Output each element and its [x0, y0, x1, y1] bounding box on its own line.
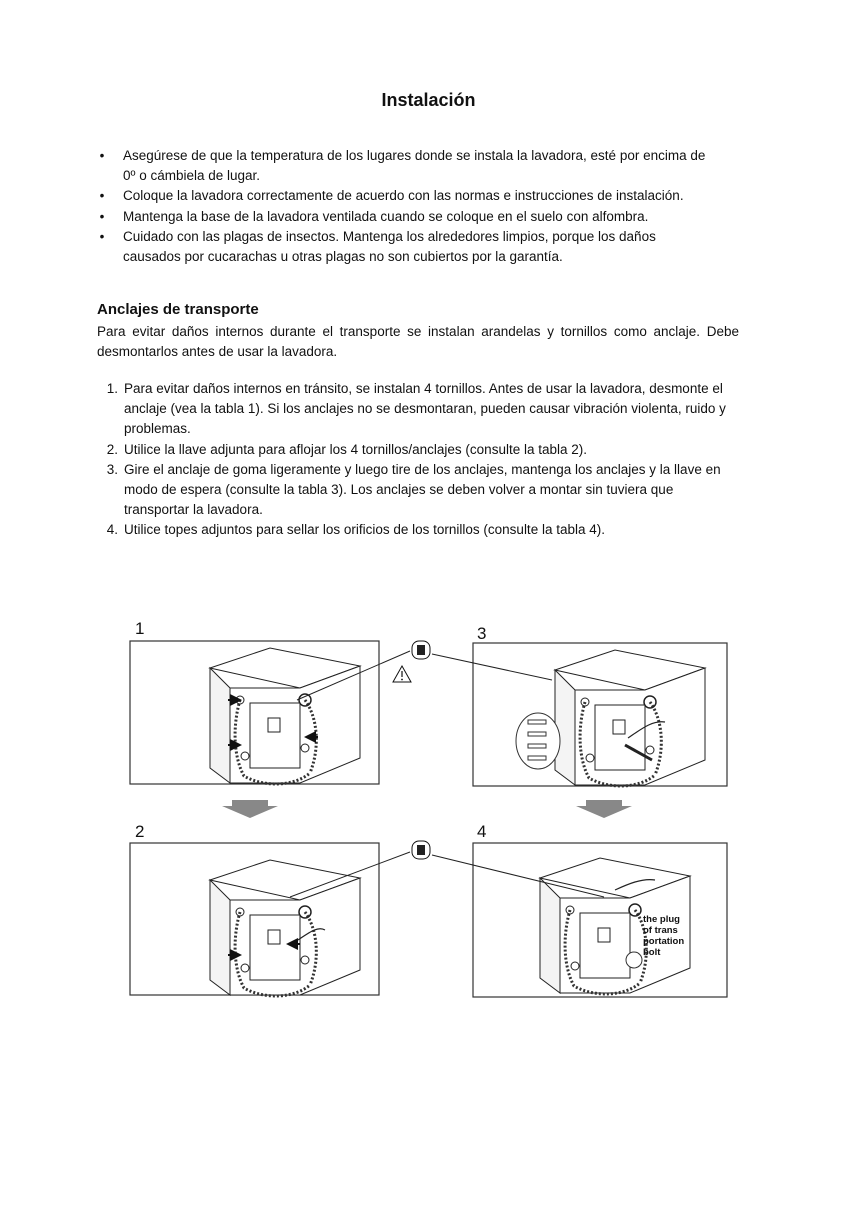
transport-bolt-icon — [412, 841, 430, 859]
bullet-item: • Coloque la lavadora correctamente de acuerdo con las normas e instrucciones de instalación. — [97, 186, 717, 206]
down-arrow-icon — [576, 800, 632, 818]
bullet-icon: • — [99, 148, 105, 163]
washer-illustration — [210, 648, 360, 784]
washer-illustration — [210, 860, 360, 996]
transport-bolt-icon — [412, 641, 430, 659]
bullet-icon: • — [99, 208, 105, 224]
bullet-item: • Cuidado con las plagas de insectos. Mantenga los alrededores limpios, porque los daños causados por cucarachas u otras plagas no son cubiertos por la garantía. — [97, 227, 717, 267]
step-number: 2. — [106, 441, 118, 457]
plug-icon — [626, 952, 642, 968]
step-number: 4. — [106, 522, 118, 538]
bullet-icon: • — [99, 228, 105, 244]
page-title: Instalación — [381, 90, 476, 110]
section-intro: Para evitar daños internos durante el transporte se instalan arandelas y tornillos como anclaje. Debe desmontarlos antes de usar la lavadora. — [97, 324, 739, 360]
panel-number: 2 — [135, 822, 145, 841]
bullet-icon: • — [99, 188, 105, 204]
panel-number: 3 — [477, 624, 487, 643]
panel-number: 4 — [477, 822, 487, 841]
warning-icon — [393, 666, 411, 682]
plug-callout: the plug of trans portation bolt — [643, 914, 685, 958]
section-title: Anclajes de transporte — [97, 301, 259, 318]
step-text: Utilice la llave adjunta para aflojar los 4 tornillos/anclajes (consulte la tabla 2). — [124, 441, 587, 457]
down-arrow-icon — [222, 800, 278, 818]
step-number: 3. — [106, 461, 118, 477]
washer-illustration — [555, 650, 705, 786]
step-text: Para evitar daños internos en tránsito, se instalan 4 tornillos. Antes de usar la lavadora, desmonte el anclaje (vea la tabla 1). Si los anclajes no se desmontaran, pueden causar vibración violenta, ruido y problemas. — [124, 381, 726, 437]
step-number: 1. — [106, 381, 118, 396]
step-text: Utilice topes adjuntos para sellar los orificios de los tornillos (consulte la tabla 4). — [124, 522, 605, 538]
bullet-item: • Asegúrese de que la temperatura de los lugares donde se instala la lavadora, esté por encima de 0º o cámbiela de lugar. — [97, 146, 717, 186]
panel-number: 1 — [135, 619, 145, 638]
bullet-item: • Mantenga la base de la lavadora ventilada cuando se coloque en el suelo con alfombra. — [97, 207, 717, 227]
step-text: Gire el anclaje de goma ligeramente y luego tire de los anclajes, mantenga los anclajes y la llave en modo de espera (consulte la tabla 3). Los anclajes se deben volver a montar sin tuviera que transportar la lavadora. — [124, 461, 721, 518]
